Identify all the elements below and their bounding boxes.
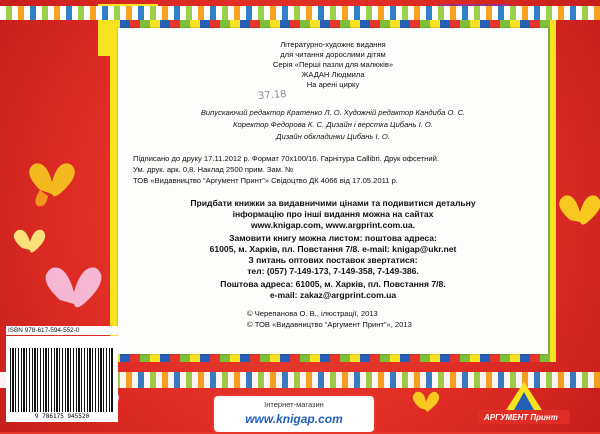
online-shop-box[interactable] bbox=[212, 394, 376, 434]
phone-line: тел: (057) 7-149-173, 7-149-358, 7-149-386. bbox=[247, 266, 419, 276]
promo-line: Придбати книжки за видавничими цінами та подивитися детальну bbox=[190, 198, 476, 208]
genre-line: Літературно-художнє видання bbox=[280, 40, 386, 49]
barcode bbox=[6, 336, 118, 422]
book-title: На арені цирку bbox=[306, 80, 360, 89]
promo-line: інформацію про інші видання можна на сайтах bbox=[232, 209, 434, 219]
credits-line: Випускаючий редактор Кратенко Л. О. Художній редактор Кандиба О. С. bbox=[200, 108, 466, 117]
butterfly-icon bbox=[29, 163, 75, 206]
butterfly-icon bbox=[413, 392, 439, 412]
publisher-name: АРГУМЕНТ Принт bbox=[484, 413, 558, 422]
imprint-line: Ум. друк. арк. 0,8. Наклад 2500 прим. Зам. № bbox=[133, 165, 294, 174]
isbn-label: ISBN 978-617-594-552-0 bbox=[6, 326, 122, 335]
shop-label: Інтернет-магазин bbox=[264, 400, 324, 409]
butterfly-icon bbox=[46, 268, 102, 308]
genre-line: для читання дорослими дітям bbox=[280, 50, 386, 59]
series-line: Серія «Перші пазли для малюків» bbox=[272, 60, 394, 69]
handwritten-stamp: 37.18 bbox=[257, 89, 287, 102]
butterfly-icon bbox=[559, 195, 600, 224]
imprint-line: ТОВ «Видавництво “Аргумент Принт”» Свідоцтво ДК 4066 від 17.05.2011 р. bbox=[133, 176, 398, 185]
address-email-line: 61005, м. Харків, пл. Повстання 7/8. e-mail: knigap@ukr.net bbox=[209, 244, 457, 254]
barcode-number: 9 786175 945520 bbox=[34, 413, 90, 420]
copyright-line: © Черепанова О. В., ілюстрації, 2013 bbox=[247, 309, 378, 318]
imprint-line: Підписано до друку 17.11.2012 р. Формат 70x100/16. Гарнітура Callibri. Друк офсетний. bbox=[133, 154, 439, 163]
promo-line: Замовити книгу можна листом: поштова адреса: bbox=[229, 233, 437, 243]
website-links[interactable]: www.knigap.com, www.argprint.com.ua. bbox=[250, 220, 416, 230]
top-stripe bbox=[0, 6, 600, 20]
author-line: ЖАДАН Людмила bbox=[301, 70, 365, 79]
credits-line: Коректор Федорова К. С. Дизайн і верстка Цибань І. О. bbox=[233, 120, 433, 129]
credits-line: Дизайн обкладинки Цибань І. О. bbox=[276, 132, 390, 141]
promo-line: З питань оптових поставок звертатися: bbox=[248, 255, 418, 265]
postal-address-line: Поштова адреса: 61005, м. Харків, пл. Повстання 7/8. bbox=[220, 279, 446, 289]
barcode-bars bbox=[10, 348, 114, 412]
shop-url-link[interactable]: www.knigap.com bbox=[245, 412, 343, 426]
butterfly-icon bbox=[14, 230, 45, 253]
copyright-line: © ТОВ «Видавництво “Аргумент Принт”», 2013 bbox=[247, 320, 412, 329]
email-line[interactable]: e-mail: zakaz@argprint.com.ua bbox=[269, 290, 397, 300]
